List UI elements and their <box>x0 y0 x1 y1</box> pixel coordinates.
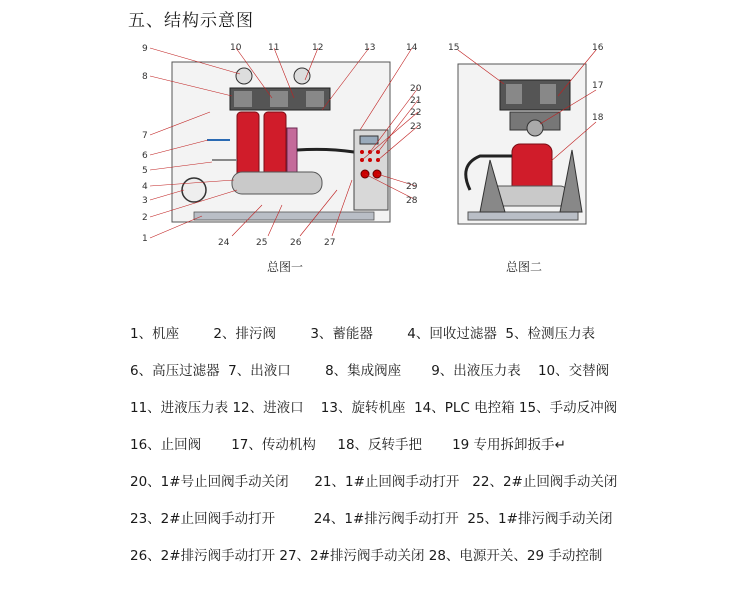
callout-26: 26 <box>290 238 302 248</box>
inlet-pressure-gauge <box>294 68 310 84</box>
figure1-caption: 总图一 <box>267 260 304 274</box>
callout-16: 16 <box>592 43 604 53</box>
machine-base <box>468 212 578 220</box>
callout-15: 15 <box>448 43 460 53</box>
accumulator <box>232 172 322 194</box>
callout-8: 8 <box>142 72 148 82</box>
callout-21: 21 <box>410 96 422 106</box>
figure2-caption: 总图二 <box>506 260 543 274</box>
callout-24: 24 <box>218 238 230 248</box>
callout-22: 22 <box>410 108 422 118</box>
callout-5: 5 <box>142 166 148 176</box>
callout-12: 12 <box>312 43 324 53</box>
test-pressure-gauge <box>182 178 206 202</box>
machine-base <box>194 212 374 220</box>
section-heading: 五、结构示意图 <box>128 11 254 31</box>
callout-13: 13 <box>364 43 376 53</box>
callout-25: 25 <box>256 238 268 248</box>
callout-4: 4 <box>142 182 148 192</box>
legend-row: 6、高压过滤器 7、出液口 8、集成阀座 9、出液压力表 10、交替阀 <box>130 363 610 379</box>
callout-28: 28 <box>406 196 418 206</box>
callout-23: 23 <box>410 122 422 132</box>
overall-diagram-1 <box>122 40 422 250</box>
callout-20: 20 <box>410 84 422 94</box>
legend-row: 16、止回阀 17、传动机构 18、反转手把 19 专用拆卸扳手↵ <box>130 437 566 453</box>
callout-10: 10 <box>230 43 242 53</box>
callout-9: 9 <box>142 44 148 54</box>
callout-11: 11 <box>268 43 280 53</box>
callout-3: 3 <box>142 196 148 206</box>
legend-row: 20、1#号止回阀手动关闭 21、1#止回阀手动打开 22、2#止回阀手动关闭 <box>130 474 618 490</box>
legend-row: 23、2#止回阀手动打开 24、1#排污阀手动打开 25、1#排污阀手动关闭 <box>130 511 613 527</box>
callout-2: 2 <box>142 213 148 223</box>
callout-18: 18 <box>592 113 604 123</box>
legend-row: 11、进液压力表 12、进液口 13、旋转机座 14、PLC 电控箱 15、手动反冲阀 <box>130 400 618 416</box>
callout-29: 29 <box>406 182 418 192</box>
callout-27: 27 <box>324 238 336 248</box>
callout-1: 1 <box>142 234 148 244</box>
overall-diagram-2 <box>440 40 610 250</box>
recovery-filter <box>287 128 297 173</box>
callout-14: 14 <box>406 43 418 53</box>
outlet-pressure-gauge <box>236 68 252 84</box>
callout-7: 7 <box>142 131 148 141</box>
callout-6: 6 <box>142 151 148 161</box>
legend-row: 26、2#排污阀手动打开 27、2#排污阀手动关闭 28、电源开关、29 手动控制 <box>130 548 603 564</box>
callout-17: 17 <box>592 81 604 91</box>
transmission-mechanism <box>527 120 543 136</box>
legend-row: 1、机座 2、排污阀 3、蓄能器 4、回收过滤器 5、检测压力表 <box>130 326 596 342</box>
